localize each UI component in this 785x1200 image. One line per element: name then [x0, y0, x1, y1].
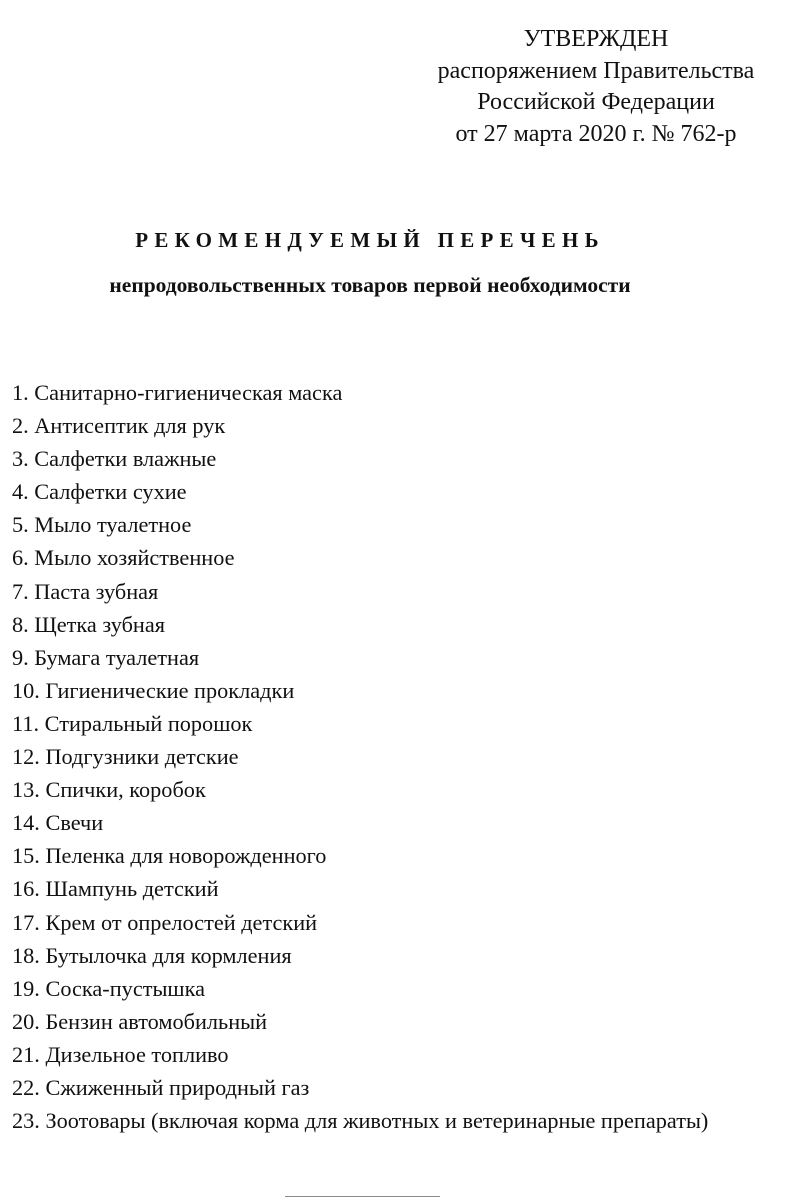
list-item: 13. Спички, коробок [12, 777, 206, 803]
list-item: 12. Подгузники детские [12, 744, 239, 770]
list-item: 22. Сжиженный природный газ [12, 1074, 310, 1100]
list-item: 5. Мыло туалетное [12, 512, 192, 538]
approval-authority: распоряжением Правительства [437, 57, 755, 84]
list-item: 10. Гигиенические прокладки [12, 677, 295, 703]
list-item: 6. Мыло хозяйственное [12, 545, 235, 571]
approval-date-number: от 27 марта 2020 г. № 762-р [455, 120, 737, 147]
list-item: 3. Салфетки влажные [12, 446, 217, 472]
document-title: РЕКОМЕНДУЕМЫЙ ПЕРЕЧЕНЬ [135, 228, 605, 252]
list-item: 11. Стиральный порошок [12, 710, 253, 736]
approval-heading: УТВЕРЖДЕН [523, 26, 669, 52]
list-item: 20. Бензин автомобильный [12, 1008, 268, 1034]
goods-list [12, 376, 708, 1137]
list-item: 16. Шампунь детский [12, 876, 219, 902]
list-item: 4. Салфетки сухие [12, 479, 187, 505]
list-item: 1. Санитарно-гигиеническая маска [12, 380, 343, 405]
list-item: 7. Паста зубная [12, 578, 159, 604]
list-item: 2. Антисептик для рук [12, 413, 226, 439]
list-item: 18. Бутылочка для кормления [12, 942, 292, 968]
document-subtitle: непродовольственных товаров первой необходимости [109, 273, 631, 297]
list-item: 15. Пеленка для новорожденного [12, 843, 327, 869]
end-separator-line [285, 1196, 440, 1197]
list-item: 21. Дизельное топливо [12, 1041, 229, 1067]
list-item: 14. Свечи [12, 810, 104, 836]
list-item: 8. Щетка зубная [12, 611, 166, 637]
list-item: 23. Зоотовары (включая корма для животных и ветеринарные препараты) [12, 1108, 709, 1134]
approval-block [410, 24, 782, 150]
list-item: 17. Крем от опрелостей детский [12, 909, 318, 935]
list-item: 9. Бумага туалетная [12, 644, 200, 670]
list-item: 19. Соска-пустышка [12, 975, 205, 1001]
approval-country: Российской Федерации [477, 89, 715, 115]
